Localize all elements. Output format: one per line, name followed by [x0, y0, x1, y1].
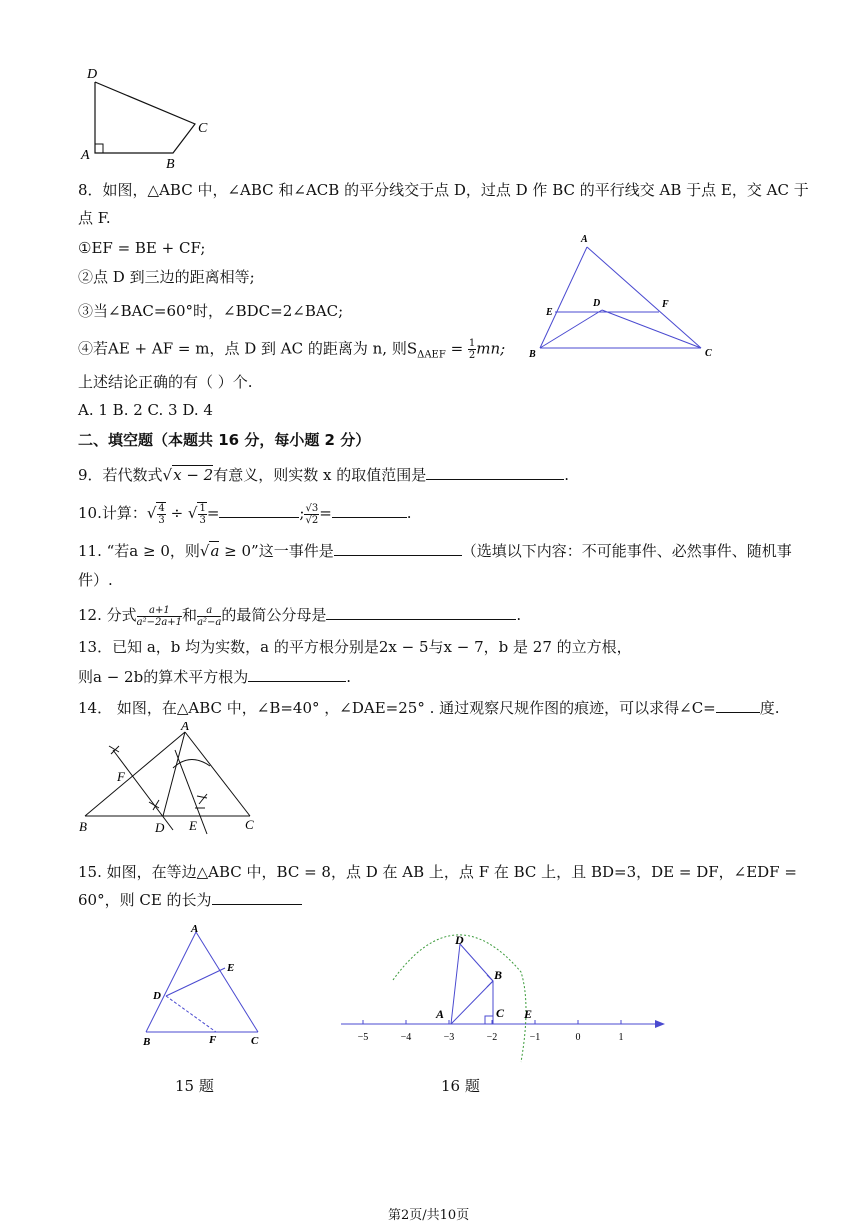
q10-text: 10.计算： — [78, 504, 147, 522]
label-B: B — [166, 157, 175, 170]
q11-text: 11. “若a ≥ 0，则 — [78, 542, 200, 560]
q9-radicand: x − 2 — [173, 466, 214, 484]
q15-line2 — [78, 889, 302, 910]
q11-line1 — [78, 540, 792, 561]
figure-q7-quadrilateral — [78, 62, 218, 170]
figure-q14-construction — [75, 722, 270, 837]
tick-group — [358, 1020, 624, 1043]
q10-divide: ÷ — [165, 504, 188, 522]
radical-sign: √ — [162, 466, 173, 484]
q10-eq2: = — [319, 504, 332, 522]
q13-text: 则a − 2b的算术平方根为 — [78, 668, 249, 686]
label-E: E — [546, 307, 553, 318]
frac-den: 2 — [468, 350, 476, 361]
label-F: F — [209, 1034, 217, 1046]
tick-label: −3 — [443, 1032, 455, 1043]
label-D: D — [153, 990, 161, 1002]
radical-sign: √ — [199, 542, 210, 560]
label-B: B — [494, 968, 503, 982]
q14-answer-blank[interactable] — [716, 697, 760, 713]
frac-num: 1 — [199, 503, 206, 514]
label-F: F — [117, 769, 125, 784]
q8-conclusion-2: ②点 D 到三边的距离相等; — [78, 268, 255, 286]
frac-den: a²−a — [197, 616, 222, 628]
q13-line2 — [78, 666, 351, 687]
q10-eq: = — [206, 504, 220, 522]
q12-and: 和 — [182, 606, 198, 624]
figure-q16-numberline — [335, 924, 670, 1066]
q11-answer-blank[interactable] — [334, 540, 462, 556]
label-D: D — [593, 298, 601, 309]
q8-c4-eq: = — [445, 339, 468, 358]
radical-sign: √ — [146, 504, 157, 522]
label-E: E — [189, 818, 197, 833]
q15-answer-blank[interactable] — [212, 889, 302, 905]
q12-answer-blank[interactable] — [326, 604, 516, 620]
q10-fraction-1 — [156, 502, 165, 526]
figure-q8-triangle — [525, 230, 725, 365]
label-D: D — [155, 820, 165, 835]
q8-line2: 点 F. — [78, 209, 111, 227]
tick-label: −5 — [357, 1032, 369, 1043]
q8-question: 上述结论正确的有（ ）个. — [78, 373, 253, 391]
q11-line2: 件）. — [78, 571, 113, 589]
tick-label: −4 — [400, 1032, 412, 1043]
q8-conclusion-4 — [78, 338, 505, 366]
label-F: F — [662, 299, 669, 310]
label-C: C — [705, 348, 712, 359]
q15-text: 60°，则 CE 的长为 — [78, 891, 212, 909]
q10-fraction-3 — [304, 503, 319, 526]
q15-caption: 15 题 — [175, 1077, 214, 1095]
label-A: A — [436, 1007, 445, 1021]
q12-fraction-2 — [197, 605, 221, 628]
q8-c4-sub: ΔAEF — [417, 349, 446, 361]
label-C: C — [198, 121, 208, 136]
q12-fraction-1 — [137, 605, 182, 628]
label-B: B — [79, 819, 87, 834]
label-B: B — [529, 349, 536, 360]
label-E: E — [227, 962, 235, 974]
frac-num: √3 — [305, 502, 319, 514]
tick-label: −1 — [529, 1032, 541, 1043]
q15-line1: 15. 如图，在等边△ABC 中，BC = 8，点 D 在 AB 上，点 F 在 BC 上，且 BD=3，DE = DF，∠EDF = — [78, 863, 797, 881]
radical-sign: √ — [187, 504, 198, 522]
q16-caption: 16 题 — [441, 1077, 480, 1095]
compass-arc — [393, 935, 526, 1062]
frac-den: a²−2a+1 — [136, 616, 183, 628]
q10-fraction-2 — [197, 502, 206, 526]
q8-line1: 8．如图，△ABC 中，∠ABC 和∠ACB 的平分线交于点 D，过点 D 作 BC 的平行线交 AB 于点 E，交 AC 于 — [78, 181, 809, 199]
q13-answer-blank[interactable] — [248, 666, 346, 682]
q13-end: . — [346, 668, 351, 686]
label-A: A — [81, 148, 90, 163]
label-D: D — [87, 67, 98, 82]
frac-num: a+1 — [137, 605, 182, 617]
q9-text: 9．若代数式 — [78, 466, 163, 484]
q8-conclusion-3: ③当∠BAC=60°时，∠BDC=2∠BAC; — [78, 302, 344, 320]
axis-arrow — [655, 1020, 665, 1028]
tick-label: −2 — [486, 1032, 498, 1043]
label-E: E — [524, 1007, 533, 1021]
label-C: C — [496, 1006, 505, 1020]
q8-c4-text: ④若AE + AF = m，点 D 到 AC 的距离为 n, 则S — [78, 339, 418, 358]
q12-end: . — [516, 606, 522, 624]
tick-label: 0 — [575, 1032, 581, 1043]
frac-den: 3 — [199, 515, 206, 526]
q10 — [78, 500, 412, 526]
q14-line — [78, 697, 780, 718]
section-title: 二、填空题（本题共 16 分，每小题 2 分） — [78, 431, 371, 449]
q12 — [78, 602, 521, 628]
q10-answer-blank-2[interactable] — [332, 502, 407, 518]
label-A: A — [581, 234, 588, 245]
label-B: B — [143, 1036, 151, 1048]
q10-sep: ; — [299, 504, 305, 522]
label-A: A — [181, 722, 189, 733]
q12-text2: 的最简公分母是 — [221, 606, 327, 624]
q12-text: 12. 分式 — [78, 606, 137, 624]
q8-c4-end: mn; — [476, 339, 506, 358]
q8-conclusion-1: ①EF = BE + CF; — [78, 239, 206, 257]
q9-end: . — [564, 466, 569, 484]
q14-end: 度. — [759, 699, 780, 717]
frac-num: a — [197, 605, 221, 617]
page-footer: 第2页/共10页 — [388, 1208, 470, 1223]
q9-text2: 有意义，则实数 x 的取值范围是 — [213, 466, 427, 484]
label-C: C — [245, 817, 254, 832]
q11-text2: ≥ 0”这一事件是 — [219, 542, 334, 560]
label-D: D — [455, 933, 464, 947]
q14-text: 14． 如图，在△ABC 中，∠B=40° ，∠DAE=25° . 通过观察尺规作图的痕迹，可以求得∠C= — [78, 699, 716, 717]
q10-end: . — [406, 504, 412, 522]
figure-q15-equilateral — [138, 924, 268, 1049]
label-C: C — [251, 1035, 259, 1047]
frac-den: 3 — [158, 515, 165, 526]
q11-text3: （选填以下内容：不可能事件、必然事件、随机事 — [461, 542, 792, 560]
q10-answer-blank-1[interactable] — [219, 502, 299, 518]
frac-num: 1 — [468, 338, 476, 349]
label-A: A — [191, 924, 199, 935]
frac-den: √2 — [305, 514, 319, 526]
q11-radicand: a — [210, 542, 220, 560]
q9-answer-blank[interactable] — [426, 464, 564, 480]
q9 — [78, 464, 569, 485]
q13-line1: 13．已知 a，b 均为实数，a 的平方根分别是2x − 5与x − 7，b 是 27 的立方根， — [78, 638, 632, 656]
q8-options: A. 1 B. 2 C. 3 D. 4 — [78, 401, 213, 419]
frac-num: 4 — [158, 503, 165, 514]
tick-label: 1 — [618, 1032, 624, 1043]
